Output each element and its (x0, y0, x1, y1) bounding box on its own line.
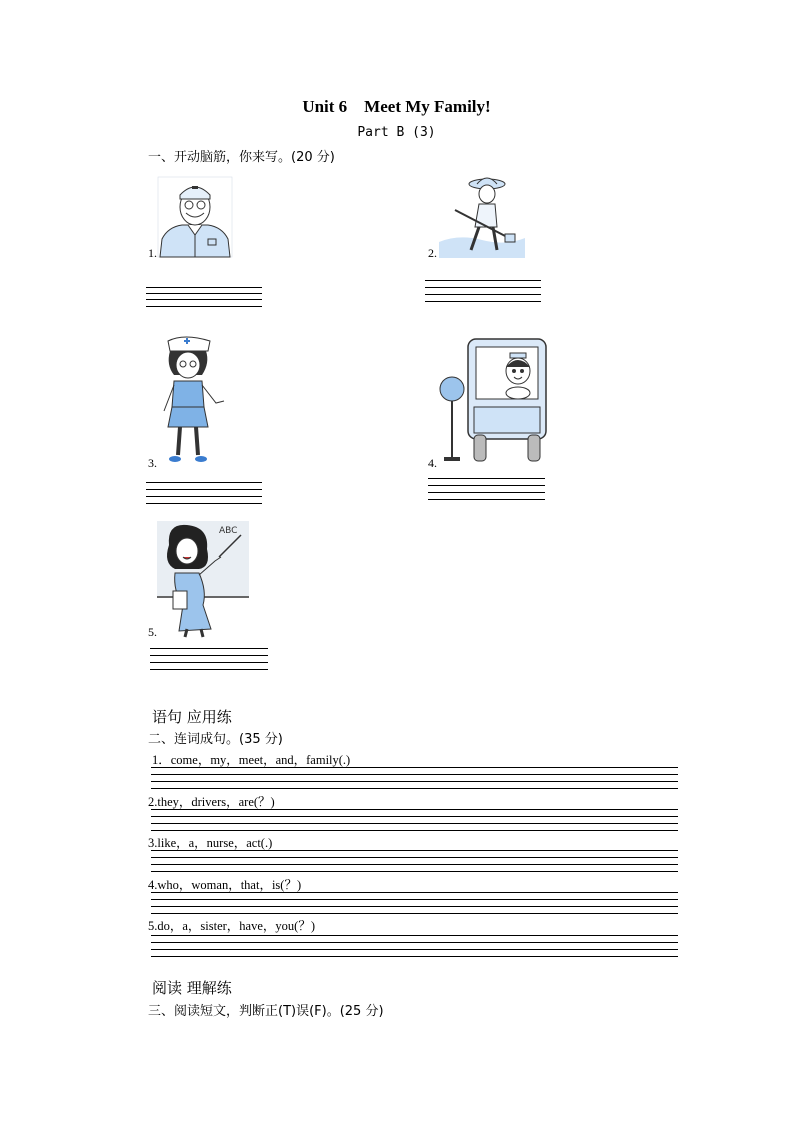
answer-line[interactable] (146, 482, 262, 483)
block-label-reading: 阅读 理解练 (152, 979, 232, 997)
section-1-heading: 一、开动脑筋，你来写。(20 分) (148, 150, 335, 165)
answer-line[interactable] (151, 850, 678, 851)
question-2: 2.they，drivers，are(？) (148, 795, 275, 809)
answer-line[interactable] (425, 294, 541, 295)
answer-line[interactable] (425, 287, 541, 288)
teacher-icon (157, 521, 249, 637)
farmer-icon (439, 172, 525, 258)
item-5-number: 5. (148, 625, 157, 639)
answer-line[interactable] (428, 478, 545, 479)
answer-line[interactable] (428, 499, 545, 500)
item-4-number: 4. (428, 456, 437, 470)
nurse-icon (158, 335, 226, 467)
answer-line[interactable] (151, 899, 678, 900)
answer-line[interactable] (151, 857, 678, 858)
answer-line[interactable] (146, 496, 262, 497)
block-label-sentences: 语句 应用练 (152, 708, 232, 726)
answer-line[interactable] (151, 781, 678, 782)
answer-line[interactable] (151, 816, 678, 817)
driver-icon (438, 337, 548, 465)
answer-line[interactable] (425, 280, 541, 281)
answer-line[interactable] (151, 823, 678, 824)
item-1-number: 1. (148, 246, 157, 260)
answer-line[interactable] (151, 942, 678, 943)
answer-line[interactable] (151, 906, 678, 907)
answer-line[interactable] (151, 830, 678, 831)
answer-line[interactable] (151, 864, 678, 865)
answer-line[interactable] (151, 809, 678, 810)
question-3: 3.like，a，nurse，act(.) (148, 836, 273, 850)
answer-line[interactable] (150, 655, 268, 656)
answer-line[interactable] (151, 871, 678, 872)
answer-line[interactable] (151, 949, 678, 950)
answer-line[interactable] (146, 306, 262, 307)
section-3-heading: 三、阅读短文，判断正(T)误(F)。(25 分) (148, 1004, 384, 1019)
item-2-number: 2. (428, 246, 437, 260)
svg-text:ABC: ABC (219, 526, 238, 536)
answer-line[interactable] (151, 913, 678, 914)
question-4: 4.who，woman，that，is(？) (148, 878, 302, 892)
question-5: 5.do，a，sister，have，you(？) (148, 919, 315, 933)
doctor-icon (158, 177, 232, 257)
answer-line[interactable] (425, 301, 541, 302)
answer-line[interactable] (146, 503, 262, 504)
answer-line[interactable] (151, 956, 678, 957)
page-subtitle: Part B (3) (357, 125, 436, 140)
page-title: Unit 6 Meet My Family! (302, 97, 491, 116)
answer-line[interactable] (151, 892, 678, 893)
answer-line[interactable] (146, 287, 262, 288)
item-3-number: 3. (148, 456, 157, 470)
question-1: 1．come，my，meet，and，family(.) (152, 753, 351, 767)
answer-line[interactable] (428, 492, 545, 493)
answer-line[interactable] (150, 648, 268, 649)
answer-line[interactable] (151, 788, 678, 789)
section-2-heading: 二、连词成句。(35 分) (148, 732, 283, 747)
answer-line[interactable] (146, 299, 262, 300)
answer-line[interactable] (151, 935, 678, 936)
answer-line[interactable] (151, 774, 678, 775)
answer-line[interactable] (151, 767, 678, 768)
answer-line[interactable] (150, 669, 268, 670)
answer-line[interactable] (428, 485, 545, 486)
answer-line[interactable] (150, 662, 268, 663)
answer-line[interactable] (146, 293, 262, 294)
answer-line[interactable] (146, 489, 262, 490)
